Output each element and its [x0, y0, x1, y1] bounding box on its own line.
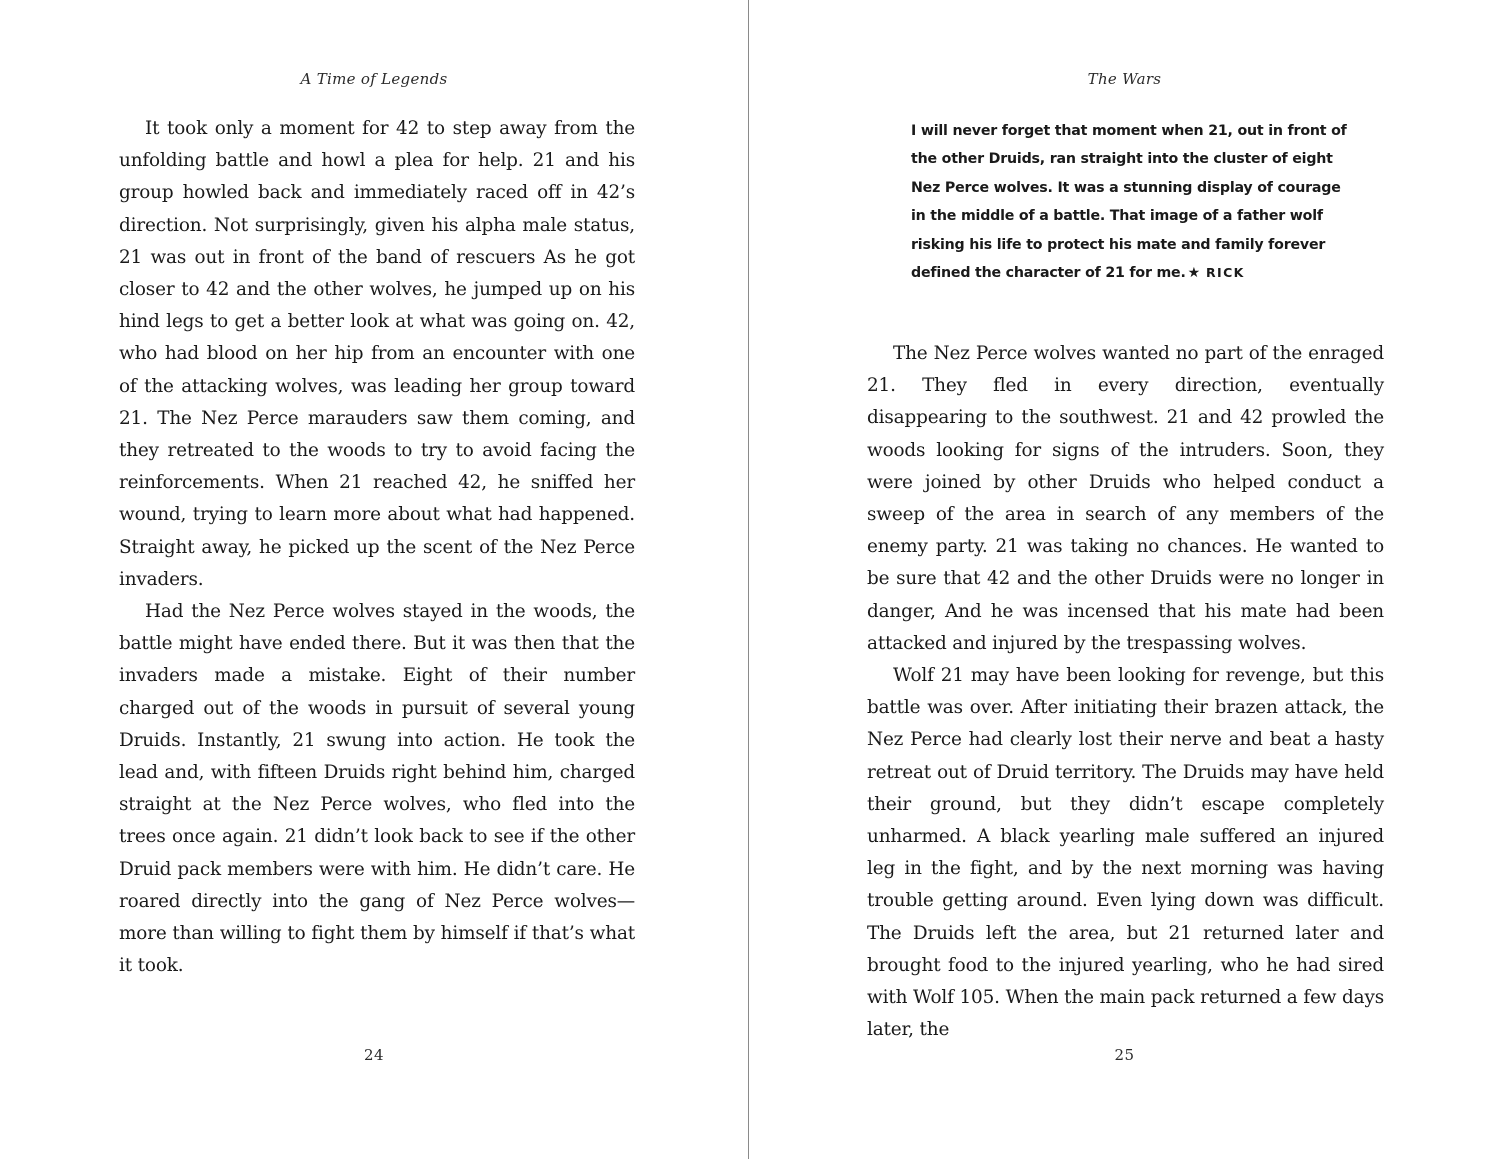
body-text-left: [119, 113, 635, 982]
paragraph: It took only a moment for 42 to step away from the unfolding battle and howl a plea for help. 21 and his group howled back and immediately raced off in 42’s direction. Not surprisingly, given his alpha male status, 21 was out in front of the band of rescuers As he got closer to 42 and the other wolves, he jumped up on his hind legs to get a better look at what was going on. 42, who had blood on her hip from an encounter with one of the attacking wolves, was leading her group toward 21. The Nez Perce marauders saw them coming, and they retreated to the woods to try to avoid facing the reinforcements. When 21 reached 42, he sniffed her wound, trying to learn more about what had happened. Straight away, he picked up the scent of the Nez Perce invaders.: [119, 118, 635, 590]
sidebar-quote: [911, 117, 1351, 287]
quote-text: I will never forget that moment when 21, out in front of the other Druids, ran straight into the cluster of eight Nez Perce wolves. It was a stunning display of courage in the middle of a battle. That image of a father wolf risking his life to protect his mate and family forever defined the character of 21 for me.: [911, 123, 1347, 282]
paragraph: Had the Nez Perce wolves stayed in the woods, the battle might have ended there. But it was then that the invaders made a mistake. Eight of their number charged out of the woods in pursuit of several young Druids. Instantly, 21 swung into action. He took the lead and, with fifteen Druids right behind him, charged straight at the Nez Perce wolves, who fled into the trees once again. 21 didn’t look back to see if the other Druid pack members were with him. He didn’t care. He roared directly into the gang of Nez Perce wolves—more than willing to fight them by himself if that’s what it took.: [119, 601, 635, 977]
left-page: [0, 0, 748, 1159]
page-number-right: 25: [1114, 1046, 1135, 1064]
paragraph: The Nez Perce wolves wanted no part of the enraged 21. They fled in every direction, eventually disappearing to the southwest. 21 and 42 prowled the woods looking for signs of the intruders. Soon, they were joined by other Druids who helped conduct a sweep of the area in search of any members of the enemy party. 21 was taking no chances. He wanted to be sure that 42 and the other Druids were no longer in danger, And he was incensed that his mate had been attacked and injured by the trespassing wolves.: [867, 343, 1384, 654]
quote-attribution: RICK: [1206, 265, 1245, 281]
running-head-left: A Time of Legends: [300, 70, 448, 88]
right-page: [749, 0, 1500, 1159]
paragraph: Wolf 21 may have been looking for revenge, but this battle was over. After initiating their brazen attack, the Nez Perce had clearly lost their nerve and beat a hasty retreat out of Druid territory. The Druids may have held their ground, but they didn’t escape completely unharmed. A black yearling male suffered an injured leg in the fight, and by the next morning was having trouble getting around. Even lying down was difficult. The Druids left the area, but 21 returned later and brought food to the injured yearling, who he had sired with Wolf 105. When the main pack returned a few days later, the: [867, 665, 1384, 1041]
running-head-right: The Wars: [1087, 70, 1162, 88]
page-number-left: 24: [363, 1046, 385, 1064]
star-icon: ★: [1187, 265, 1201, 282]
body-text-right: [867, 338, 1384, 1046]
